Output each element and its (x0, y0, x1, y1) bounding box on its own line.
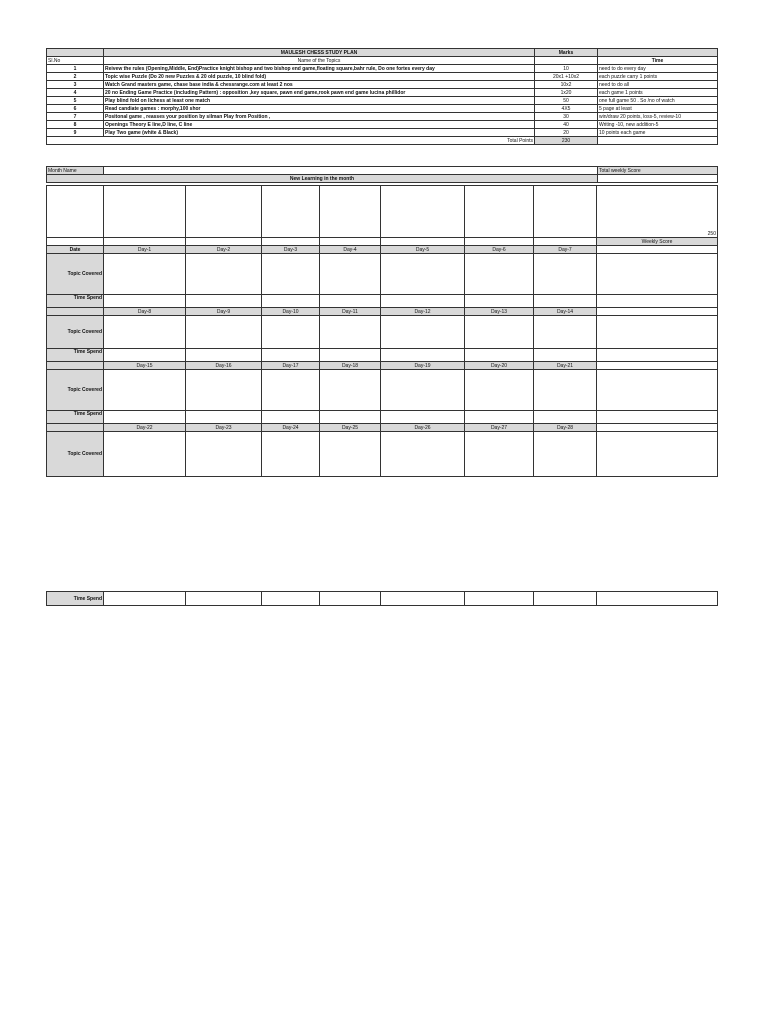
plan-row (47, 89, 718, 97)
topic-covered-row (47, 316, 718, 349)
topic-covered-cell[interactable] (320, 254, 381, 295)
time-spend-cell[interactable] (320, 349, 381, 362)
plan-row (47, 121, 718, 129)
topic-covered-label: Topic Covered (47, 254, 104, 295)
day-label: Day-2 (186, 246, 262, 254)
day-label: Day-10 (262, 308, 320, 316)
topic-covered-cell[interactable] (186, 370, 262, 411)
study-plan-table (46, 48, 718, 145)
plan-row (47, 97, 718, 105)
day-label: Day-3 (262, 246, 320, 254)
time-spend-cell[interactable] (597, 349, 718, 362)
topic-marks: 50 (535, 97, 598, 105)
day-label: Day-7 (534, 246, 597, 254)
time-spend-cell[interactable] (534, 349, 597, 362)
topic-covered-cell[interactable] (597, 316, 718, 349)
topic-covered-cell[interactable] (534, 370, 597, 411)
time-spend-cell[interactable] (104, 411, 186, 424)
topic-time: need to do every day (598, 65, 718, 73)
day-label: Day-8 (104, 308, 186, 316)
topics-header: Name of the Topics (104, 57, 535, 65)
time-spend-cell[interactable] (381, 349, 465, 362)
topic-name: Play Two game (white & Black) (104, 129, 535, 137)
topic-time: need to do all (598, 81, 718, 89)
time-spend-label: Time Spend (47, 349, 104, 362)
weekly-score-cell[interactable] (597, 362, 718, 370)
date-label: Date (47, 246, 104, 254)
topic-covered-row (47, 254, 718, 295)
last-time-spend-table (46, 591, 718, 606)
row-number: 9 (47, 129, 104, 137)
time-spend-cell[interactable] (262, 349, 320, 362)
topic-time: win/draw 20 points, loss-5, review-10 (598, 113, 718, 121)
topic-name: Openings Theory E line,D line, C line (104, 121, 535, 129)
time-spend-row (47, 411, 718, 424)
topic-marks: 1x20 (535, 89, 598, 97)
day-header-row (47, 362, 718, 370)
plan-title: MAULESH CHESS STUDY PLAN (104, 49, 535, 57)
day-label: Day-27 (465, 424, 534, 432)
topic-covered-cell[interactable] (465, 316, 534, 349)
day-label: Day-25 (320, 424, 381, 432)
weekly-score-cell[interactable] (597, 424, 718, 432)
row-number: 4 (47, 89, 104, 97)
weekly-score-label: Weekly Score (597, 238, 718, 246)
topic-covered-cell[interactable] (320, 432, 381, 477)
row-number: 1 (47, 65, 104, 73)
topic-covered-row (47, 432, 718, 477)
topic-covered-cell[interactable] (186, 254, 262, 295)
time-header: Time (598, 57, 718, 65)
row-number: 7 (47, 113, 104, 121)
topic-covered-label: Topic Covered (47, 316, 104, 349)
day-label: Day-21 (534, 362, 597, 370)
plan-row (47, 113, 718, 121)
time-spend-cell[interactable] (597, 592, 718, 606)
topic-covered-cell[interactable] (465, 370, 534, 411)
time-spend-cell[interactable] (320, 295, 381, 308)
time-spend-cell[interactable] (186, 592, 262, 606)
day-label: Day-15 (104, 362, 186, 370)
topic-covered-cell[interactable] (320, 370, 381, 411)
day-label: Day-19 (381, 362, 465, 370)
topic-covered-row (47, 370, 718, 411)
time-spend-cell[interactable] (104, 592, 186, 606)
topic-covered-cell[interactable] (381, 432, 465, 477)
topic-covered-cell[interactable] (381, 316, 465, 349)
plan-row (47, 81, 718, 89)
topic-covered-cell[interactable] (597, 254, 718, 295)
topic-covered-cell[interactable] (597, 370, 718, 411)
row-number: 2 (47, 73, 104, 81)
topic-name: Watch Grand masters game, chase base india & chessrange.com at least 2 nos (104, 81, 535, 89)
row-number: 5 (47, 97, 104, 105)
day-label: Day-17 (262, 362, 320, 370)
topic-time: each game 1 points (598, 89, 718, 97)
time-spend-cell[interactable] (262, 592, 320, 606)
day-header-row (47, 424, 718, 432)
topic-covered-cell[interactable] (104, 432, 186, 477)
time-spend-cell[interactable] (186, 349, 262, 362)
topic-covered-label: Topic Covered (47, 370, 104, 411)
day-label: Day-13 (465, 308, 534, 316)
day-label: Day-9 (186, 308, 262, 316)
time-spend-cell[interactable] (381, 295, 465, 308)
month-header-table (46, 166, 718, 183)
time-spend-row (47, 295, 718, 308)
topic-name: Topic wise Puzzle (Do 20 new Puzzles & 20 old puzzle, 10 blind fold) (104, 73, 535, 81)
date-label (47, 362, 104, 370)
time-spend-cell[interactable] (597, 411, 718, 424)
topic-covered-cell[interactable] (381, 370, 465, 411)
day-label: Day-24 (262, 424, 320, 432)
plan-row (47, 73, 718, 81)
time-spend-cell[interactable] (597, 295, 718, 308)
topic-covered-cell[interactable] (381, 254, 465, 295)
topic-covered-cell[interactable] (262, 254, 320, 295)
day-label: Day-20 (465, 362, 534, 370)
topic-covered-cell[interactable] (186, 316, 262, 349)
plan-row (47, 129, 718, 137)
plan-row (47, 105, 718, 113)
topic-time: 10 points each game (598, 129, 718, 137)
day-header-row (47, 308, 718, 316)
day-label: Day-22 (104, 424, 186, 432)
topic-covered-cell[interactable] (534, 316, 597, 349)
day-label: Day-4 (320, 246, 381, 254)
time-spend-cell[interactable] (320, 592, 381, 606)
day-label: Day-11 (320, 308, 381, 316)
time-spend-cell[interactable] (465, 411, 534, 424)
day-label: Day-12 (381, 308, 465, 316)
weekly-score-cell[interactable] (597, 246, 718, 254)
topic-name: 20 no Ending Game Practice (including Pattern) : opposition ,key square, pawn end game,rook pawn end game lucina phillidor (104, 89, 535, 97)
time-spend-cell[interactable] (534, 411, 597, 424)
day-label: Day-23 (186, 424, 262, 432)
slno-header: Sl.No (47, 57, 104, 65)
day-label: Day-5 (381, 246, 465, 254)
time-spend-cell[interactable] (465, 592, 534, 606)
time-spend-cell[interactable] (381, 592, 465, 606)
topic-time: Writing -10, new addition-5 (598, 121, 718, 129)
topic-covered-cell[interactable] (534, 254, 597, 295)
total-points-value: 230 (535, 137, 598, 145)
total-weekly-score-label: Total weekly Score (598, 167, 718, 175)
topic-covered-cell[interactable] (320, 316, 381, 349)
topic-covered-label: Topic Covered (47, 432, 104, 477)
topic-marks: 40 (535, 121, 598, 129)
topic-marks: 20 (535, 129, 598, 137)
topic-name: Play blind fold on lichess at least one match (104, 97, 535, 105)
time-spend-label: Time Spend (47, 295, 104, 308)
total-points-label: Total Points (104, 137, 535, 145)
date-label (47, 424, 104, 432)
topic-covered-cell[interactable] (534, 432, 597, 477)
topic-covered-cell[interactable] (597, 432, 718, 477)
day-label: Day-26 (381, 424, 465, 432)
time-spend-cell[interactable] (381, 411, 465, 424)
time-spend-cell[interactable] (104, 295, 186, 308)
topic-covered-cell[interactable] (104, 254, 186, 295)
month-name-cell[interactable] (104, 167, 598, 175)
daily-tracker-table (46, 185, 718, 477)
topic-covered-cell[interactable] (186, 432, 262, 477)
topic-marks: 10 (535, 65, 598, 73)
day-label: Day-28 (534, 424, 597, 432)
day-label: Day-16 (186, 362, 262, 370)
row-number: 8 (47, 121, 104, 129)
topic-marks: 4X5 (535, 105, 598, 113)
topic-covered-cell[interactable] (262, 432, 320, 477)
topic-marks: 30 (535, 113, 598, 121)
time-spend-label: Time Spend (47, 411, 104, 424)
time-spend-cell[interactable] (186, 295, 262, 308)
topic-name: Read candiate games : morphy,100 shor (104, 105, 535, 113)
day-label: Day-18 (320, 362, 381, 370)
topic-time: 5 page at least (598, 105, 718, 113)
time-spend-cell[interactable] (534, 592, 597, 606)
topic-marks: 20x1 +10x2 (535, 73, 598, 81)
topic-covered-cell[interactable] (465, 432, 534, 477)
topic-name: Positonal game , reasses your position by silman Play from Position , (104, 113, 535, 121)
day-label: Day-1 (104, 246, 186, 254)
weekly-score-cell[interactable] (597, 308, 718, 316)
topic-covered-cell[interactable] (104, 370, 186, 411)
topic-covered-cell[interactable] (465, 254, 534, 295)
row-number: 6 (47, 105, 104, 113)
topic-covered-cell[interactable] (262, 316, 320, 349)
time-spend-cell[interactable] (320, 411, 381, 424)
time-spend-row (47, 349, 718, 362)
time-spend-cell[interactable] (262, 411, 320, 424)
topic-covered-cell[interactable] (262, 370, 320, 411)
time-spend-label: Time Spend (47, 592, 104, 606)
topic-marks: 10x2 (535, 81, 598, 89)
time-spend-cell[interactable] (465, 349, 534, 362)
max-score: 250 (597, 186, 718, 238)
marks-header: Marks (535, 49, 598, 57)
topic-name: Reivew the rules (Opening,Middle, End)Practice knight bishop and two bishop end game,floating square,bahr rule, Do one fortes every day (104, 65, 535, 73)
row-number: 3 (47, 81, 104, 89)
plan-row (47, 65, 718, 73)
day-label: Day-6 (465, 246, 534, 254)
topic-time: one full game 50 . So /no of watch (598, 97, 718, 105)
topic-time: each puzzle carry 1 points (598, 73, 718, 81)
time-spend-cell[interactable] (186, 411, 262, 424)
time-spend-cell[interactable] (104, 349, 186, 362)
day-header-row (47, 246, 718, 254)
time-spend-cell[interactable] (262, 295, 320, 308)
day-label: Day-14 (534, 308, 597, 316)
time-spend-cell[interactable] (465, 295, 534, 308)
time-spend-cell[interactable] (534, 295, 597, 308)
new-learning-label: New Learning in the month (47, 175, 598, 183)
date-label (47, 308, 104, 316)
topic-covered-cell[interactable] (104, 316, 186, 349)
month-name-label: Month Name (47, 167, 104, 175)
